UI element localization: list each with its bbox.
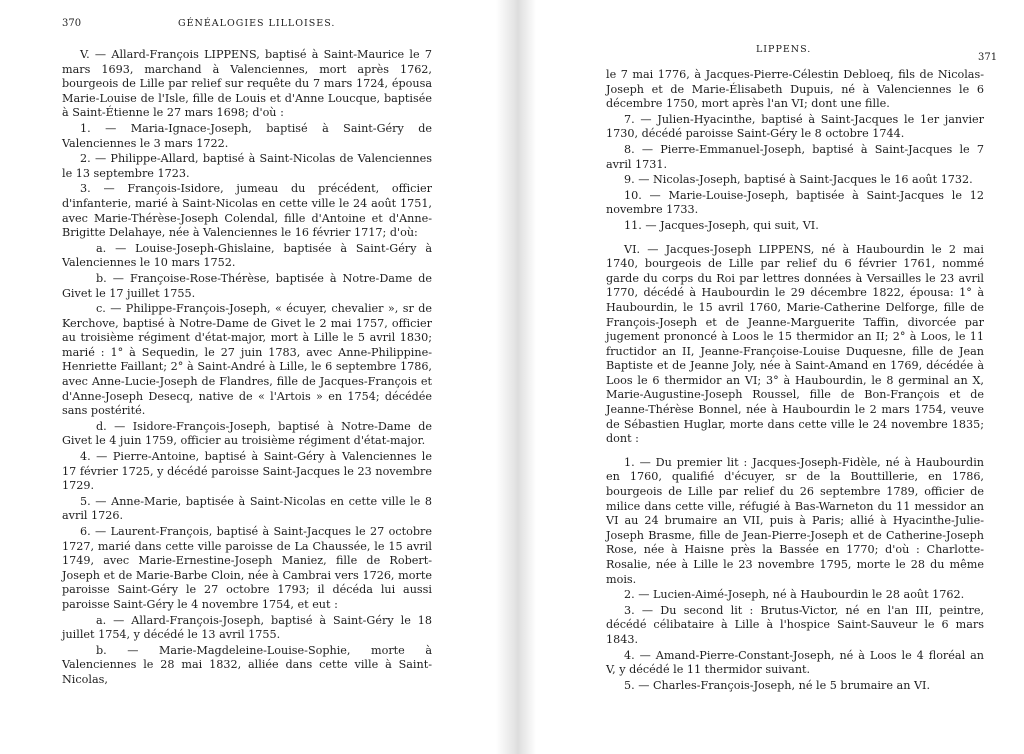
left-page-body	[62, 48, 432, 689]
paragraph: 4. — Amand-Pierre-Constant-Joseph, né à Loos le 4 floréal an V, y décédé le 11 thermidor suivant.	[606, 648, 984, 677]
paragraph: 4. — Pierre-Antoine, baptisé à Saint-Géry à Valenciennes le 17 février 1725, y décédé paroisse Saint-Jacques le 23 novembre 1729.	[62, 450, 432, 493]
left-page	[0, 0, 508, 754]
right-page	[508, 0, 1024, 754]
running-head-left: GÉNÉALOGIES LILLOISES.	[178, 18, 336, 29]
paragraph: b. — Marie-Magdeleine-Louise-Sophie, morte à Valenciennes le 28 mai 1832, alliée dans cette ville à Saint-Nicolas,	[62, 643, 432, 686]
paragraph: 5. — Anne-Marie, baptisée à Saint-Nicolas en cette ville le 8 avril 1726.	[62, 494, 432, 523]
paragraph: 5. — Charles-François-Joseph, né le 5 brumaire an VI.	[624, 678, 931, 692]
section-separator	[606, 235, 984, 243]
paragraph: 1. — Maria-Ignace-Joseph, baptisé à Saint-Géry de Valenciennes le 3 mars 1722.	[62, 121, 432, 150]
section-separator	[606, 448, 984, 456]
paragraph: 11. — Jacques-Joseph, qui suit, VI.	[624, 218, 819, 232]
paragraph: 3. — François-Isidore, jumeau du précédent, officier d'infanterie, marié à Saint-Nicolas en cette ville le 24 août 1751, avec Marie-Thérèse-Joseph Colendal, fille d'Antoine et d'Anne-Brigitte Delahaye, née à Valenciennes le 16 février 1717; d'où:	[62, 182, 432, 240]
paragraph: a. — Allard-François-Joseph, baptisé à Saint-Géry le 18 juillet 1754, y décédé le 13 avril 1755.	[62, 613, 432, 642]
paragraph: le 7 mai 1776, à Jacques-Pierre-Célestin Debloeq, fils de Nicolas-Joseph et de Marie-Élisabeth Dupuis, né à Valenciennes le 6 décembre 1750, mort après l'an VI; dont une fille.	[606, 68, 984, 111]
paragraph: 2. — Lucien-Aimé-Joseph, né à Haubourdin le 28 août 1762.	[624, 588, 965, 602]
paragraph: 9. — Nicolas-Joseph, baptisé à Saint-Jacques le 16 août 1732.	[624, 173, 973, 187]
paragraph: 10. — Marie-Louise-Joseph, baptisée à Saint-Jacques le 12 novembre 1733.	[606, 188, 984, 217]
paragraph: b. — Françoise-Rose-Thérèse, baptisée à Notre-Dame de Givet le 17 juillet 1755.	[62, 271, 432, 300]
paragraph: VI. — Jacques-Joseph LIPPENS, né à Haubourdin le 2 mai 1740, bourgeois de Lille par relief du 6 février 1761, nommé garde du corps du Roi par lettres données à Versailles le 23 avril 1770, décédé à Haubourdin le 29 décembre 1822, épousa: 1° à Haubourdin, le 15 avril 1760, Marie-Catherine Delforge, fille de François-Joseph et de Jeanne-Marguerite Taffin, divorcée par jugement prononcé à Loos le 15 thermidor an II; 2° à Loos, le 11 fructidor an II, Jeanne-Françoise-Louise Duquesne, fille de Jean Baptiste et de Jeanne Joly, née à Saint-Amand en 1769, décédée à Loos le 6 thermidor an VI; 3° à Haubourdin, le 8 germinal an X, Marie-Augustine-Joseph Roussel, fille de Bon-François et de Jeanne-Thérèse Bonnel, née à Haubourdin le 2 mars 1754, veuve de Sébastien Huglar, morte dans cette ville le 24 novembre 1835; dont :	[606, 242, 984, 446]
paragraph: 2. — Philippe-Allard, baptisé à Saint-Nicolas de Valenciennes le 13 septembre 1723.	[62, 152, 432, 180]
paragraph: V. — Allard-François LIPPENS, baptisé à Saint-Maurice le 7 mars 1693, marchand à Valenciennes, mort après 1762, bourgeois de Lille par relief sur requête du 7 mars 1724, épousa Marie-Louise de l'Isle, fille de Louis et d'Anne Loucque, baptisée à Saint-Étienne le 27 mars 1698; d'où :	[62, 48, 432, 120]
paragraph: 8. — Pierre-Emmanuel-Joseph, baptisé à Saint-Jacques le 7 avril 1731.	[606, 142, 984, 171]
paragraph: 6. — Laurent-François, baptisé à Saint-Jacques le 27 octobre 1727, marié dans cette ville paroisse de La Chaussée, le 15 avril 1749, avec Marie-Ernestine-Joseph Maniez, fille de Robert-Joseph et de Marie-Barbe Cloin, née à Cambrai vers 1726, morte paroisse Saint-Géry le 27 octobre 1793; il décéda lui aussi paroisse Saint-Géry le 4 novembre 1754, et eut :	[62, 525, 432, 611]
running-head-right: LIPPENS.	[756, 44, 812, 55]
paragraph: 7. — Julien-Hyacinthe, baptisé à Saint-Jacques le 1er janvier 1730, décédé paroisse Saint-Géry le 8 octobre 1744.	[606, 112, 984, 141]
paragraph: 1. — Du premier lit : Jacques-Joseph-Fidèle, né à Haubourdin en 1760, qualifié d'écuyer, sr de la Bouttillerie, en 1786, bourgeois de Lille par relief du 26 septembre 1789, officier de milice dans cette ville, réfugié à Bas-Warneton du 11 messidor an VI au 24 brumaire an VII, puis à Paris; allié à Hyacinthe-Julie-Joseph Brasme, fille de Jean-Pierre-Joseph et de Catherine-Joseph Rose, née à Haisne près la Bassée en 1770; d'où : Charlotte-Rosalie, née à Lille le 23 novembre 1795, morte le 28 du même mois.	[606, 455, 984, 586]
page-number-left: 370	[62, 18, 82, 29]
right-page-body	[606, 68, 984, 694]
paragraph: a. — Louise-Joseph-Ghislaine, baptisée à Saint-Géry à Valenciennes le 10 mars 1752.	[62, 241, 432, 270]
page-number-right: 371	[978, 52, 998, 63]
paragraph: c. — Philippe-François-Joseph, « écuyer, chevalier », sr de Kerchove, baptisé à Notre-Dame de Givet le 2 mai 1757, officier au troisième régiment d'état-major, mort à Lille le 5 avril 1830; marié : 1° à Sequedin, le 27 juin 1783, avec Anne-Philippine-Henriette Faillant; 2° à Saint-André à Lille, le 6 septembre 1786, avec Anne-Lucie-Joseph de Flandres, fille de Jacques-François et d'Anne-Joseph Desecq, native de « l'Artois » en 1754; décédée sans postérité.	[62, 302, 432, 418]
paragraph: 3. — Du second lit : Brutus-Victor, né en l'an III, peintre, décédé célibataire à Lille à l'hospice Saint-Sauveur le 6 mars 1843.	[606, 603, 984, 646]
paragraph: d. — Isidore-François-Joseph, baptisé à Notre-Dame de Givet le 4 juin 1759, officier au troisième régiment d'état-major.	[62, 419, 432, 448]
